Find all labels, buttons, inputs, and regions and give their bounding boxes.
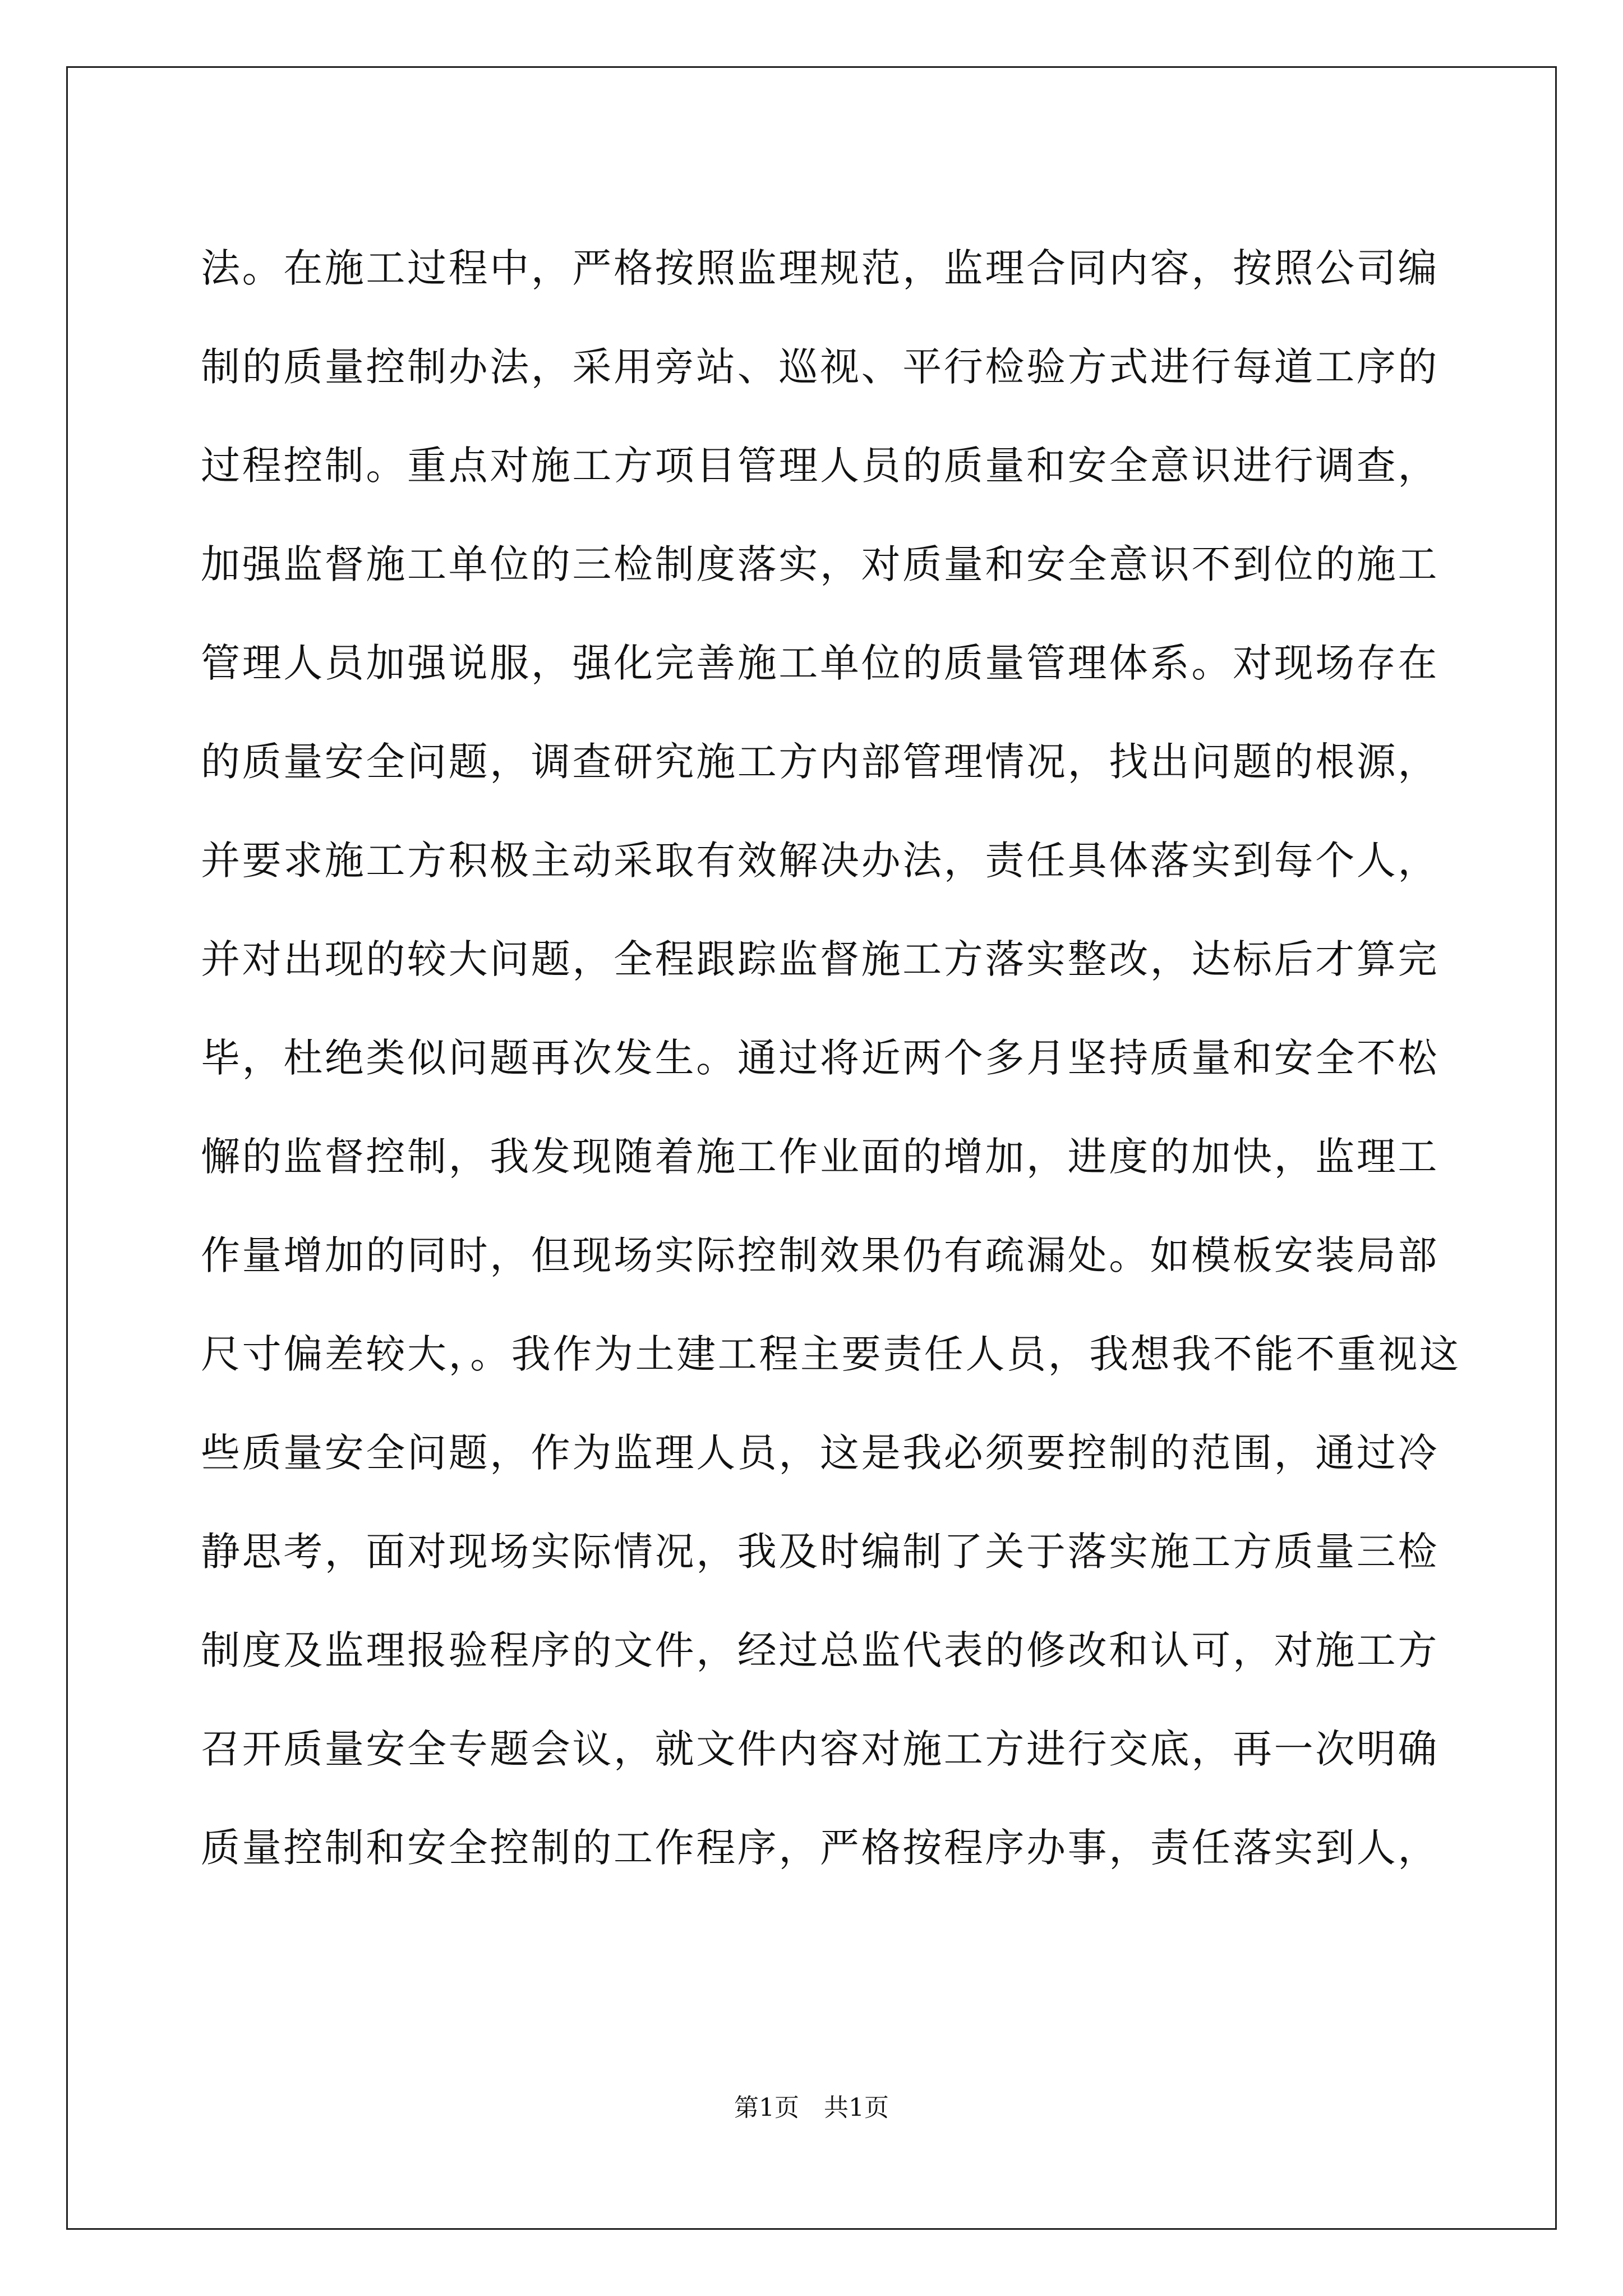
text-line: 尺寸偏差较大，。我作为土建工程主要责任人员，我想我不能不重视这 bbox=[201, 1331, 1461, 1377]
text-line: 懈的监督控制，我发现随着施工作业面的增加，进度的加快，监理工 bbox=[201, 1134, 1439, 1180]
text-line: 制的质量控制办法，采用旁站、巡视、平行检验方式进行每道工序的 bbox=[201, 344, 1439, 390]
document-body bbox=[201, 219, 1461, 1897]
page-number-current: 第1页 bbox=[734, 2093, 799, 2122]
text-line: 的质量安全问题，调查研究施工方内部管理情况，找出问题的根源， bbox=[201, 739, 1439, 785]
text-line: 毕，杜绝类似问题再次发生。通过将近两个多月坚持质量和安全不松 bbox=[201, 1035, 1439, 1081]
text-line: 作量增加的同时，但现场实际控制效果仍有疏漏处。如模板安装局部 bbox=[201, 1232, 1439, 1278]
text-line: 静思考，面对现场实际情况，我及时编制了关于落实施工方质量三检 bbox=[201, 1529, 1439, 1575]
text-line: 并对出现的较大问题，全程跟踪监督施工方落实整改，达标后才算完 bbox=[201, 936, 1439, 982]
page-number-total: 共1页 bbox=[824, 2093, 889, 2122]
text-line: 并要求施工方积极主动采取有效解决办法，责任具体落实到每个人， bbox=[201, 838, 1439, 884]
text-line: 法。在施工过程中，严格按照监理规范，监理合同内容，按照公司编 bbox=[201, 245, 1439, 291]
text-line: 制度及监理报验程序的文件，经过总监代表的修改和认可，对施工方 bbox=[201, 1627, 1439, 1673]
text-line: 加强监督施工单位的三检制度落实，对质量和安全意识不到位的施工 bbox=[201, 541, 1439, 587]
text-line: 质量控制和安全控制的工作程序，严格按程序办事，责任落实到人， bbox=[201, 1825, 1439, 1871]
text-line: 管理人员加强说服，强化完善施工单位的质量管理体系。对现场存在 bbox=[201, 640, 1439, 686]
text-line: 些质量安全问题，作为监理人员，这是我必须要控制的范围，通过冷 bbox=[201, 1430, 1439, 1476]
text-line: 召开质量安全专题会议，就文件内容对施工方进行交底，再一次明确 bbox=[201, 1726, 1439, 1772]
page-footer bbox=[0, 2091, 1623, 2125]
text-line: 过程控制。重点对施工方项目管理人员的质量和安全意识进行调查， bbox=[201, 443, 1439, 489]
